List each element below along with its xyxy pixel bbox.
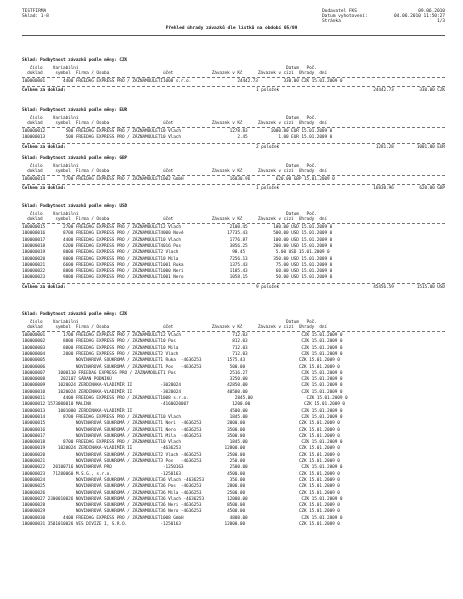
table-row: 100000025 NOVINAROVÁ SOUKROMÁ / ZÁZNAMOÚLET36 Pos -4636253 2800.00 CZK 15.01.2009 0 [22, 484, 340, 490]
table-row: 100000021 NOVINAROVÁ SOUKROMÁ / ZÁZNAMOÚLET3 Pos -4636253 250.00 CZK 15.01.2009 0 [22, 459, 340, 464]
section-total-sum: 45456.59 1515.00 USD [373, 284, 445, 290]
section-title: Sklad: Podbytnost závazků podle měny: CZK [22, 312, 128, 317]
column-header: číslo Variabilní Datum Poč. [22, 116, 317, 121]
header-divider [22, 127, 445, 128]
table-row: 100000013 500 FREEDAG EXPRESS PRO / ZÁZNAMOÚLET10 Vlach 2.45 1.00 EUR 15.01.2009 0 [22, 135, 333, 141]
header-divider [22, 175, 445, 176]
column-header: číslo Variabilní Datum Poč. [22, 212, 317, 217]
section-total-sum: 24442.73 330.00 CZK [373, 88, 445, 94]
section-total-count: 1 položek [256, 186, 280, 192]
column-header: doklad symbol Firma / Osoba účet Závazek v Kč Závazek v cizí Úhrady dní [22, 71, 328, 76]
section-title: Sklad: Podbytnost závazků podle měny: EUR [22, 108, 128, 113]
table-row: 100000001 1700 FREEDAG EXPRESS PRO / ZÁZNAMOÚLET12 Vlach 712.03 CZK 15.01.2009 0 [22, 333, 343, 338]
table-row: 100000021 6600 FREEDAG EXPRESS PRO / ZÁZNAMOÚLET1001 Ruka 1375.43 75.00 USD 15.01.2009 0 [22, 262, 333, 268]
table-row: 100000024 NOVINAROVÁ SOUKROMÁ / ZÁZNAMOÚLET36 Vlach -4636253 356.00 CZK 15.01.2009 0 [22, 477, 340, 483]
section-total-label: Celkem za doklad: [22, 284, 66, 290]
section-total-count: 1 položek [256, 88, 280, 94]
table-row: 100000014 8700 FREEDAG EXPRESS PRO / ZÁZNAMOÚLET10 Vlach 1845.00 CZK 15.01.2009 0 [22, 414, 343, 420]
section-total-label: Celkem za doklad: [22, 88, 66, 94]
table-row: 100000016 8700 FREEDAG EXPRESS PRO / ZÁZNAMOÚLET4000 Nové 17735.43 500.00 USD 15.01.2009 0 [22, 231, 333, 237]
table-row: 100000002 8800 FREEDAG EXPRESS PRO / ZÁZNAMOÚLET10 Pos 812.03 CZK 15.01.2009 0 [22, 339, 343, 345]
table-row: 100000005 NOVINAROVÁ SOUKROMÁ / ZÁZNAMOÚLET1 Ruka -4636253 1575.43 CZK 15.01.2009 0 [22, 358, 340, 364]
table-row: 100000028 NOVINAROVÁ SOUKROMÁ / ZÁZNAMOÚLET36 Neri -4636253 8500.00 CZK 15.01.2009 0 [22, 503, 340, 509]
table-row: 100000031 3501010026 VES DIVIZE I, S.R.O. -1250163 12000.00 CZK 15.01.2009 0 [22, 522, 340, 527]
section-total-sum: 1281.28 1001.00 EUR [375, 144, 445, 150]
section-total-count: 2 položek [256, 144, 280, 150]
table-row: 100000013 1001000 ZERDINAKA-VLADIMÍR II 4500.00 CZK 15.01.2009 0 [22, 408, 343, 414]
table-row: 100000009 1020024 ZERDINAKA-VLADIMÍR II -3020024 42850.00 CZK 15.01.2009 0 [22, 383, 343, 389]
total-divider [22, 143, 445, 144]
table-row: 100000017 NOVINAROVÁ SOUKROMÁ / ZÁZNAMOÚLET1 Mila -4636253 3500.00 CZK 15.01.2009 0 [22, 433, 340, 439]
column-header: doklad symbol Firma / Osoba účet Závazek v Kč Závazek v cizí Úhrady dní [22, 325, 328, 330]
table-row: 100000004 2000 FREEDAG EXPRESS PRO / ZÁZNAMOÚLET2 Vlach 712.03 CZK 15.01.2009 0 [22, 351, 343, 357]
supplier-date: 09.06.2010 [418, 9, 445, 14]
title-divider [22, 35, 445, 36]
section-title: Sklad: Podbytnost závazků podle měny: GBP [22, 156, 128, 161]
header-divider [22, 223, 445, 224]
column-header: doklad symbol Firma / Osoba účet Závazek v Kč Závazek v cizí Úhrady dní [22, 121, 328, 126]
column-header: doklad symbol Firma / Osoba účet Závazek v Kč Závazek v cizí Úhrady dní [22, 169, 328, 174]
created-date: 04.06.2010 11:50:27 [393, 14, 445, 19]
table-row: 100000001 4400 FREEDAG EXPRESS PRO / ZÁZNAMOÚLETÍ1008 s.r.o. 24442.73 330.00 CZK 15.01.2009 0 [22, 79, 343, 84]
table-row: 100000007 1000110 FREEDAG EXPRESS PRO / ZÁZNAMOÚLET1 Pos 2516.27 CZK 15.01.2009 0 [22, 370, 343, 376]
section-total-count: 9 položek [256, 284, 280, 290]
table-row: 100000012 500 FREEDAG EXPRESS PRO / ZÁZNAMOÚLET10 Vlach 1278.83 1000.00 EUR 15.01.2009 0 [22, 129, 333, 134]
table-row: 100000019 8000 FREEDAG EXPRESS PRO / ZÁZNAMOÚLET2 Vlach 98.45 5.00 USD 15.01.2009 0 [22, 250, 330, 256]
table-row: 100000029 NOVINAROVÁ SOUKROMÁ / ZÁZNAMOÚLET36 Nero -4636253 4500.00 CZK 15.01.2009 0 [22, 509, 340, 515]
warehouse-label: Sklad: 1-8 [22, 14, 49, 19]
column-header: číslo Variabilní Datum Poč. [22, 66, 317, 71]
table-row: 100000012 1573000010 MALINA -4160020007 1200.00 CZK 15.01.2009 0 [22, 402, 345, 408]
page-label: Stránka [322, 19, 341, 24]
section-total-sum: 16830.96 620.00 GBP [373, 186, 445, 192]
table-row: 100000014 7700 FREEDAG EXPRESS PRO / ZÁZNAMOÚLET1002 GmbH 16830.96 620.00 GBP 15.01.2009 0 [22, 177, 335, 182]
table-row: 100000008 202107 SÁRAN PODNIKÚ 3250.00 CZK 15.01.2009 0 [22, 377, 343, 383]
table-row: 100000023 71200060 M.S.G., s.r.o. -1250163 4500.00 CZK 15.01.2009 0 [22, 471, 340, 477]
table-row: 100000022 20100716 NOVINAROVÁ PRO -1250163 2500.00 CZK 15.01.2009 0 [22, 465, 343, 471]
section-total-label: Celkem za doklad: [22, 144, 66, 150]
section-title: Sklad: Podbytnost závazků podle měny: CZK [22, 58, 128, 63]
table-row: 100000020 NOVINAROVÁ SOUKROMÁ / ZÁZNAMOÚLET2 Vlach -4636253 2500.00 CZK 15.01.2009 0 [22, 452, 340, 458]
section-title: Sklad: Podbytnost závazků podle měny: USD [22, 204, 128, 209]
table-row: 100000015 2700 FREEDAG EXPRESS PRO / ZÁZNAMOÚLET12 Vlach 2100.45 100.00 USD 15.01.2009 0 [22, 225, 333, 230]
table-row: 100000018 6200 FREEDAG EXPRESS PRO / ZÁZNAMOÚLET4016 Pos 3856.25 200.00 USD 15.01.2009 0 [22, 243, 333, 249]
created-label: Datum vyhotovení: [322, 14, 368, 19]
table-row: 100000016 NOVINAROVÁ SOUKROMÁ / ZÁZNAMOÚLET1 Nero -4636253 3500.00 CZK 15.01.2009 0 [22, 427, 340, 433]
table-row: 100000006 NOVINAROVÁ SOUKROMÁ / ZÁZNAMOÚLET1 Pos -4636253 500.00 CZK 15.01.2009 0 [22, 364, 340, 370]
table-row: 100000027 2300010026 NOVINAROVÁ SOUKROMÁ / ZÁZNAMOÚLET36 Vlach -4636253 12000.00 CZK 15.01.2009 0 [22, 496, 343, 502]
table-row: 100000003 8800 FREEDAG EXPRESS PRO / ZÁZNAMOÚLET10 Mila 712.03 CZK 15.01.2009 0 [22, 345, 343, 351]
report-title: Přehled úhrady závazků dle lístků na období 05/09 [165, 26, 298, 31]
supplier-label: Dodavatel FKS [322, 9, 357, 14]
section-total-label: Celkem za doklad: [22, 186, 66, 192]
total-divider [22, 283, 445, 284]
table-row: 100000019 1020024 ZERDINAKA-VLADIMÍR II -4636253 12800.00 CZK 15.01.2009 0 [22, 446, 340, 452]
column-header: číslo Variabilní Datum Poč. [22, 164, 317, 169]
column-header: doklad symbol Firma / Osoba účet Závazek v Kč Závazek v cizí Úhrady dní [22, 217, 328, 222]
column-header: číslo Variabilní Datum Poč. [22, 320, 317, 325]
table-row: 100000023 9000 FREEDAG EXPRESS PRO / ZÁZNAMOÚLET1001 Nero 1058.15 50.00 USD 15.01.2009 0 [22, 275, 333, 281]
table-row: 100000011 4400 FREEDAG EXPRESS PRO / ZÁZNAMOÚLET1008 s.r.o. 2845.00 CZK 15.01.2009 0 [22, 396, 348, 401]
header-divider [22, 331, 445, 332]
table-row: 100000030 4400 FREEDAG EXPRESS PRO / ZÁZNAMOÚLET1008 GmbH 4800.00 CZK 15.01.2009 0 [22, 515, 343, 521]
table-row: 100000020 8000 FREEDAG EXPRESS PRO / ZÁZNAMOÚLET10 Mila 7256.13 350.00 USD 15.01.2009 0 [22, 256, 333, 262]
header-divider [22, 77, 445, 78]
page-number: 1/3 [436, 19, 445, 24]
table-row: 100000015 NOVINAROVÁ SOUKROMÁ / ZÁZNAMOÚLET1 Neri -4636253 2000.00 CZK 15.01.2009 0 [22, 421, 340, 427]
table-row: 100000022 8800 FREEDAG EXPRESS PRO / ZÁZNAMOÚLET1000 Neri 1185.43 60.00 USD 15.01.2009 0 [22, 269, 333, 275]
company-name: TESTFIRMA [22, 9, 47, 14]
table-row: 100000026 NOVINAROVÁ SOUKROMÁ / ZÁZNAMOÚLET36 Mila -4636253 2500.00 CZK 15.01.2009 0 [22, 490, 340, 496]
table-row: 100000018 8700 FREEDAG EXPRESS PRO / ZÁZNAMOÚLET10 Vlach 1845.00 CZK 15.01.2009 0 [22, 440, 343, 446]
table-row: 100000010 1020024 ZERDINAKA-VLADIMÍR II -3020024 40500.00 CZK 15.01.2009 0 [22, 389, 343, 395]
table-row: 100000017 4400 FREEDAG EXPRESS PRO / ZÁZNAMOÚLET10 Vlach 1776.87 100.00 USD 15.01.2009 0 [22, 237, 333, 243]
